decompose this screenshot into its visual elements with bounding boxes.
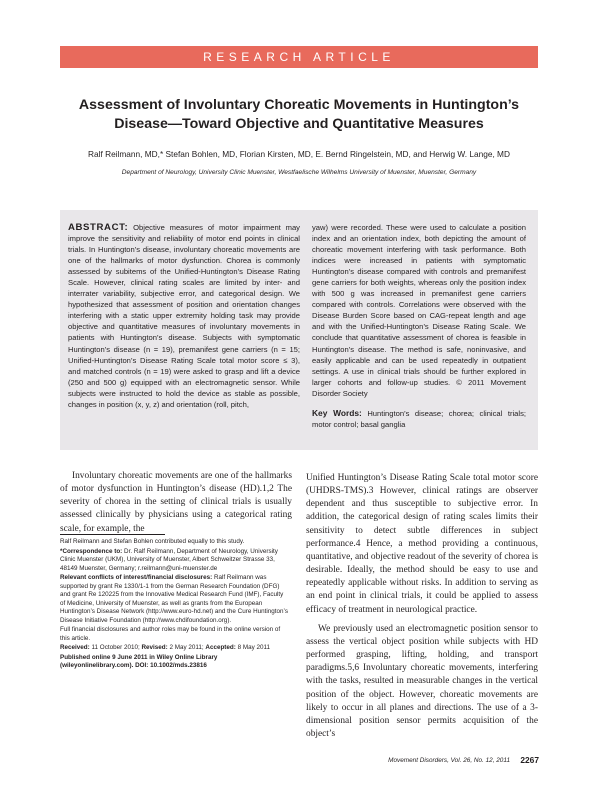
body-column-right xyxy=(306,472,538,741)
article-type-banner xyxy=(60,46,538,68)
footnote-full-disclosures: Full financial disclosures and author roles may be found in the online version of this article. xyxy=(60,626,281,642)
correspondence-text: Dr. Ralf Reilmann, Department of Neurology, University Clinic Muenster (UKM), University of Muenster, Albert Schweitzer Strasse 33, 48149 Muenster, Germany; r.reilmann@uni-muenster.de xyxy=(60,547,278,572)
keywords-text: Huntington’s disease; chorea; clinical trials; motor control; basal ganglia xyxy=(312,408,526,429)
body-column-left xyxy=(60,470,292,536)
abstract-box xyxy=(60,210,538,450)
banner-label: RESEARCH ARTICLE xyxy=(203,50,395,64)
footnote-equal-contribution: Ralf Reilmann and Stefan Bohlen contributed equally to this study. xyxy=(60,538,245,545)
affiliation: Department of Neurology, University Clinic Muenster, Westfaelische Wilhelms University of Muenster, Muenster, Germany xyxy=(121,169,477,176)
abstract-column-right xyxy=(312,222,526,430)
keywords xyxy=(312,408,526,430)
disclosures-label: Relevant conflicts of interest/financial disclosures: xyxy=(60,574,213,581)
footnote-correspondence xyxy=(60,548,290,574)
revised-label: Revised: xyxy=(141,644,168,651)
article-title xyxy=(60,96,538,134)
abstract-text-right: yaw) were recorded. These were used to calculate a position index and an orientation index, both depicting the amount of choreatic movement interfering with task performance. Both indices were increased in patients with symptomatic Huntington’s disease compared with controls and premanifest gene carriers for both weights, whereas only the position index with 500 g was increased in premanifest gene carriers compared with controls. Correlations were observed with the Disease Burden Score based on CAG-repeat length and age and with the Unified-Huntington’s Disease Rating Scale. We conclude that quantitative assessment of chorea is feasible in Huntington’s disease. The method is safe, noninvasive, and easily applicable and can be used repeatedly in outpatient settings. A use in clinical trials should be further explored in larger cohorts and follow-up studies. xyxy=(312,223,526,387)
abstract-copyright: © 2011 Movement Disorder Society xyxy=(312,377,526,398)
footnote-disclosures xyxy=(60,574,290,625)
body-paragraph: Unified Huntington’s Disease Rating Scale total motor score (UHDRS-TMS).3 However, clinical ratings are observer dependent and thus susceptible to subjective error. In addition, the categorical design of rating scales limits their sensitivity to detect subtle differences in subject performance.4 Hence, a method providing a continuous, quantitative, and objective readout of the severity of chorea is desirable. Ideally, the method should be easy to use and repeatedly applicable without risks. In addition to serving as an end point in clinical trials, it could be applied to assess efficacy of treatment in neurological practice. xyxy=(306,473,538,615)
footnote-published: Published online 9 June 2011 in Wiley Online Library (wileyonlinelibrary.com). DOI: 10.1002/mds.23816 xyxy=(60,653,218,669)
abstract-column-left xyxy=(68,222,300,410)
title-line-2: Disease—Toward Objective and Quantitative Measures xyxy=(114,116,484,132)
abstract-text-left: Objective measures of motor impairment may improve the sensitivity and reliability of motor end points in clinical trials. In Huntington’s disease, involuntary choreatic movements are one of the hallmarks of motor dysfunction. Chorea is commonly assessed by subitems of the Unified-Huntington’s Disease Rating Scale. However, clinical rating scales are limited by inter- and interrater variability, subjective error, and categorical design. We hypothesized that assessment of position and orientation changes interfering with a static upper extremity holding task may provide objective and quantitative measures of involuntary movements in patients with Huntington’s disease. Subjects with symptomatic Huntington’s disease (n = 19), premanifest gene carriers (n = 15; Unified-Huntington’s Disease Rating Scale total motor score ≤ 3), and matched controls (n = 19) were asked to grasp and lift a device (250 and 500 g) equipped with an electromagnetic sensor. While subjects were instructed to hold the device as stable as possible, changes in position (x, y, z) and orientation (roll, pitch, xyxy=(68,223,300,409)
received-date: 11 October 2010; xyxy=(91,644,140,651)
footnote-divider xyxy=(60,534,165,535)
received-label: Received: xyxy=(60,644,90,651)
correspondence-label: *Correspondence to: xyxy=(60,547,123,555)
footnote-dates xyxy=(60,644,290,653)
accepted-label: Accepted: xyxy=(205,644,236,651)
abstract-label: ABSTRACT: xyxy=(68,222,129,233)
author-list: Ralf Reilmann, MD,* Stefan Bohlen, MD, Florian Kirsten, MD, E. Bernd Ringelstein, MD, and Herwig W. Lange, MD xyxy=(88,149,510,159)
journal-citation: Movement Disorders, Vol. 26, No. 12, 2011 xyxy=(388,757,510,764)
accepted-date: 8 May 2011 xyxy=(237,644,271,651)
disclosures-text: Ralf Reilmann was supported by grant Re 1330/1-1 from the German Research Foundation (DFG) and grant Re 120225 from the Innovative Medical Research Fund (IMF), Faculty of Medicine, University of Muenster, as well as grants from the European Huntington’s Disease Network (http://www.euro-hd.net) and the Cure Huntington’s Disease Initiative Foundation (http://www.chdifoundation.org). xyxy=(60,574,288,624)
body-paragraph: We previously used an electromagnetic position sensor to assess the vertical object position while subjects with HD performed grasping, lifting, holding, and transport paradigms.5,6 Involuntary choreatic movements, interfering with the tasks, resulted in measurable changes in the vertical position of the object. However, choreatic movements are likely to occur in all planes and directions. The use of a 3-dimensional position sensor permits acquisition of the object’s xyxy=(306,623,538,739)
page-number: 2267 xyxy=(520,755,539,765)
revised-date: 2 May 2011; xyxy=(169,644,204,651)
keywords-label: Key Words: xyxy=(312,407,362,418)
title-line-1: Assessment of Involuntary Choreatic Movements in Huntington’s xyxy=(78,97,520,113)
footnotes xyxy=(60,538,290,672)
body-paragraph: Involuntary choreatic movements are one of the hallmarks of motor dysfunction in Huntington’s disease (HD).1,2 The severity of chorea in the setting of clinical trials is usually assessed clinically by physicians using a categorical rating scale, for example, the xyxy=(60,471,292,534)
